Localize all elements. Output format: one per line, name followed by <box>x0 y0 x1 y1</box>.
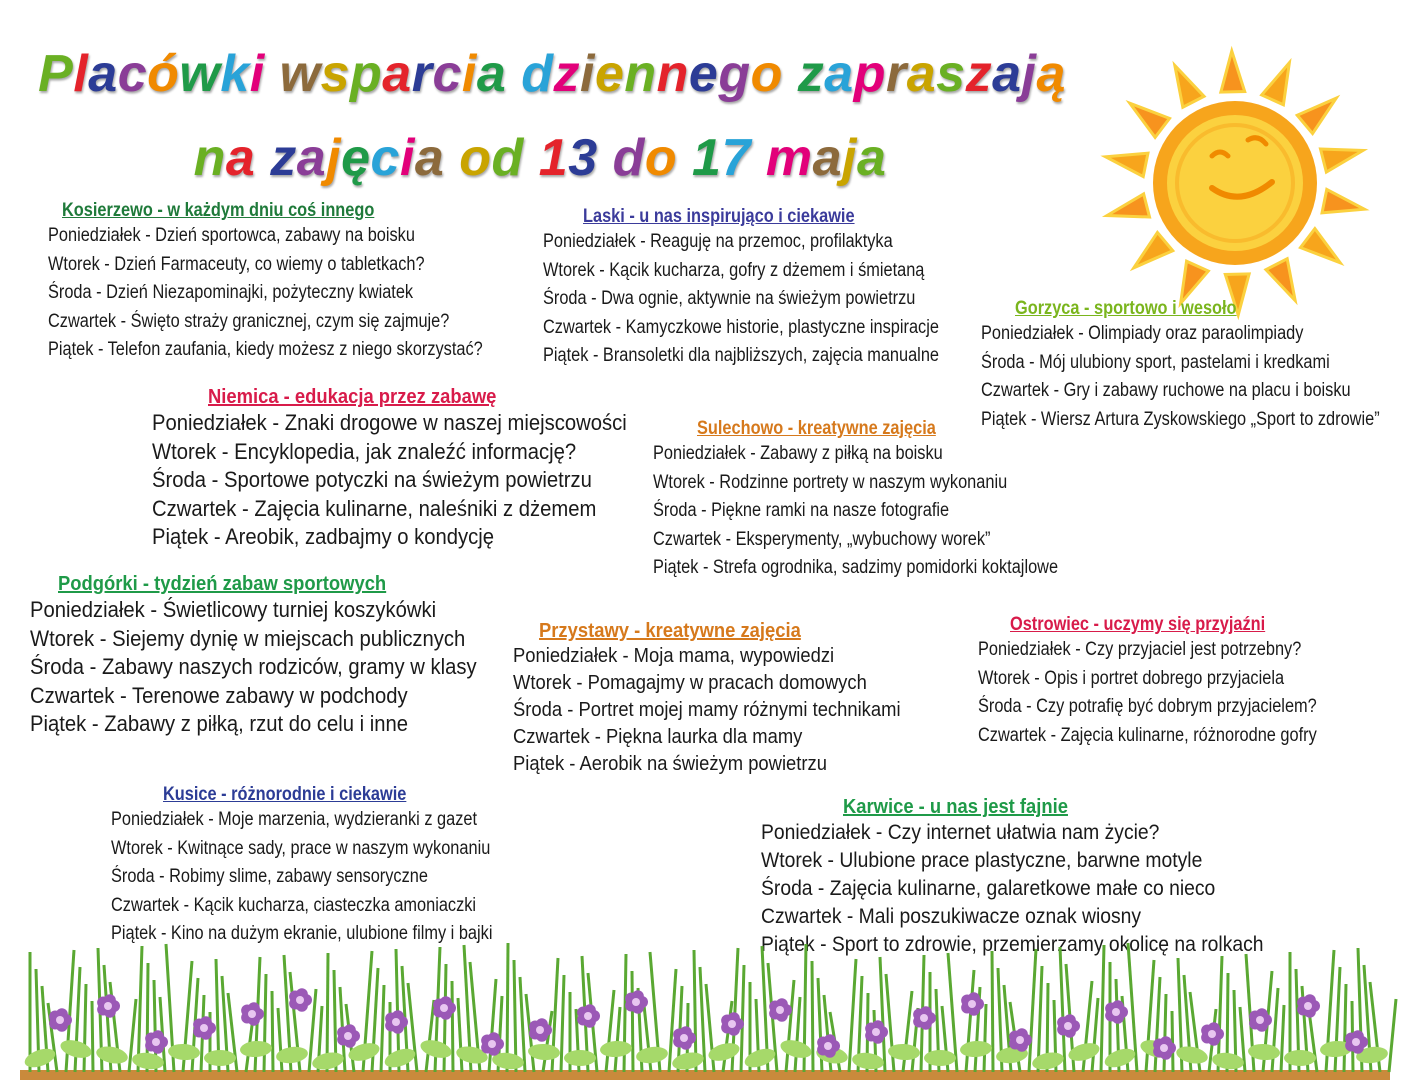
line-kusice-2: Wtorek - Kwitnące sady, prace w naszym wykonaniu <box>111 837 491 859</box>
block-przystawy <box>513 620 934 778</box>
heading-podgorki: Podgórki - tydzień zabaw sportowych <box>58 573 387 595</box>
heading-laski: Laski - u nas inspirująco i ciekawie <box>583 206 855 227</box>
line-sulechowo-4: Czwartek - Eksperymenty, „wybuchowy worek” <box>653 528 991 550</box>
line-kusice-4: Czwartek - Kącik kucharza, ciasteczka amoniaczki <box>111 894 477 916</box>
line-gorzyca-3: Czwartek - Gry i zabawy ruchowe na placu i boisku <box>981 380 1351 401</box>
line-niemica-3: Środa - Sportowe potyczki na świeżym powietrzu <box>152 467 592 492</box>
line-sulechowo-1: Poniedziałek - Zabawy z piłką na boisku <box>653 443 943 464</box>
line-przystawy-4: Czwartek - Piękna laurka dla mamy <box>513 726 803 748</box>
line-niemica-1: Poniedziałek - Znaki drogowe w naszej miejscowości <box>152 410 627 435</box>
line-niemica-2: Wtorek - Encyklopedia, jak znaleźć informację? <box>152 438 577 464</box>
heading-kusice: Kusice - różnorodnie i ciekawie <box>163 784 407 805</box>
heading-kosierzewo: Kosierzewo - w każdym dniu coś innego <box>62 200 375 221</box>
line-przystawy-1: Poniedziałek - Moja mama, wypowiedzi <box>513 645 835 667</box>
line-gorzyca-2: Środa - Mój ulubiony sport, pastelami i kredkami <box>981 351 1330 373</box>
line-sulechowo-5: Piątek - Strefa ogrodnika, sadzimy pomidorki koktajlowe <box>653 557 1059 578</box>
line-przystawy-3: Środa - Portret mojej mamy różnymi technikami <box>513 699 901 721</box>
line-karwice-4: Czwartek - Mali poszukiwacze oznak wiosny <box>761 905 1142 928</box>
line-karwice-3: Środa - Zajęcia kulinarne, galaretkowe małe co nieco <box>761 877 1216 900</box>
heading-niemica: Niemica - edukacja przez zabawę <box>208 386 497 408</box>
line-niemica-5: Piątek - Areobik, zadbajmy o kondycję <box>152 524 495 549</box>
line-ostrowiec-4: Czwartek - Zajęcia kulinarne, różnorodne gofry <box>978 724 1317 746</box>
line-ostrowiec-3: Środa - Czy potrafię być dobrym przyjacielem? <box>978 696 1317 717</box>
line-ostrowiec-1: Poniedziałek - Czy przyjaciel jest potrzebny? <box>978 639 1302 660</box>
line-sulechowo-3: Środa - Piękne ramki na nasze fotografie <box>653 500 950 521</box>
poster-title-line2: na zajęcia od 13 do 17 maja <box>193 129 887 187</box>
line-laski-3: Środa - Dwa ognie, aktywnie na świeżym powietrzu <box>543 288 916 309</box>
heading-przystawy: Przystawy - kreatywne zajęcia <box>539 620 801 642</box>
line-podgorki-3: Środa - Zabawy naszych rodziców, gramy w klasy <box>30 654 477 679</box>
line-laski-2: Wtorek - Kącik kucharza, gofry z dżemem i śmietaną <box>543 259 925 281</box>
block-laski <box>543 206 1003 371</box>
line-karwice-1: Poniedziałek - Czy internet ułatwia nam życie? <box>761 821 1160 844</box>
line-laski-1: Poniedziałek - Reaguję na przemoc, profilaktyka <box>543 231 893 252</box>
line-sulechowo-2: Wtorek - Rodzinne portrety w naszym wykonaniu <box>653 471 1008 493</box>
poster-title-line1: Placówki wsparcia dziennego zapraszają <box>38 45 1066 103</box>
line-kosierzewo-1: Poniedziałek - Dzień sportowca, zabawy na boisku <box>48 225 415 246</box>
line-podgorki-2: Wtorek - Siejemy dynię w miejscach publicznych <box>30 625 466 651</box>
line-niemica-4: Czwartek - Zajęcia kulinarne, naleśniki z dżemem <box>152 495 597 521</box>
line-kosierzewo-4: Czwartek - Święto straży granicznej, czym się zajmuje? <box>48 310 450 332</box>
sun-icon <box>1100 38 1400 328</box>
heading-gorzyca: Gorzyca - sportowo i wesoło <box>1015 298 1237 319</box>
line-kosierzewo-5: Piątek - Telefon zaufania, kiedy możesz z niego skorzystać? <box>48 339 483 360</box>
block-gorzyca <box>981 298 1408 434</box>
line-laski-4: Czwartek - Kamyczkowe historie, plastyczne inspiracje <box>543 316 939 338</box>
line-karwice-5: Piątek - Sport to zdrowie, przemierzamy okolicę na rolkach <box>761 933 1264 956</box>
line-kusice-3: Środa - Robimy slime, zabawy sensoryczne <box>111 866 428 887</box>
line-laski-5: Piątek - Bransoletki dla najbliższych, zajęcia manualne <box>543 345 939 366</box>
line-ostrowiec-2: Wtorek - Opis i portret dobrego przyjaciela <box>978 667 1285 689</box>
line-podgorki-1: Poniedziałek - Świetlicowy turniej koszykówki <box>30 597 437 622</box>
grass-flowers-decoration <box>0 930 1408 1080</box>
block-podgorki <box>30 573 515 739</box>
block-sulechowo <box>653 418 1124 583</box>
line-gorzyca-1: Poniedziałek - Olimpiady oraz paraolimpiady <box>981 323 1304 344</box>
line-przystawy-5: Piątek - Aerobik na świeżym powietrzu <box>513 753 827 775</box>
line-kosierzewo-2: Wtorek - Dzień Farmaceuty, co wiemy o tabletkach? <box>48 253 425 275</box>
heading-karwice: Karwice - u nas jest fajnie <box>843 796 1068 818</box>
line-podgorki-4: Czwartek - Terenowe zabawy w podchody <box>30 682 408 708</box>
line-gorzyca-4: Piątek - Wiersz Artura Zyskowskiego „Sport to zdrowie” <box>981 408 1380 430</box>
heading-ostrowiec: Ostrowiec - uczymy się przyjaźni <box>1010 614 1266 635</box>
block-kusice <box>111 784 555 949</box>
block-ostrowiec <box>978 614 1372 750</box>
line-podgorki-5: Piątek - Zabawy z piłką, rzut do celu i inne <box>30 711 408 736</box>
line-kusice-5: Piątek - Kino na dużym ekranie, ulubione filmy i bajki <box>111 923 493 944</box>
line-przystawy-2: Wtorek - Pomagajmy w pracach domowych <box>513 672 867 694</box>
heading-sulechowo: Sulechowo - kreatywne zajęcia <box>697 418 936 439</box>
block-niemica <box>152 386 668 552</box>
block-kosierzewo <box>48 200 554 365</box>
line-kosierzewo-3: Środa - Dzień Niezapominajki, pożyteczny kwiatek <box>48 282 414 303</box>
line-kusice-1: Poniedziałek - Moje marzenia, wydzieranki z gazet <box>111 809 478 830</box>
line-karwice-2: Wtorek - Ulubione prace plastyczne, barwne motyle <box>761 849 1203 872</box>
